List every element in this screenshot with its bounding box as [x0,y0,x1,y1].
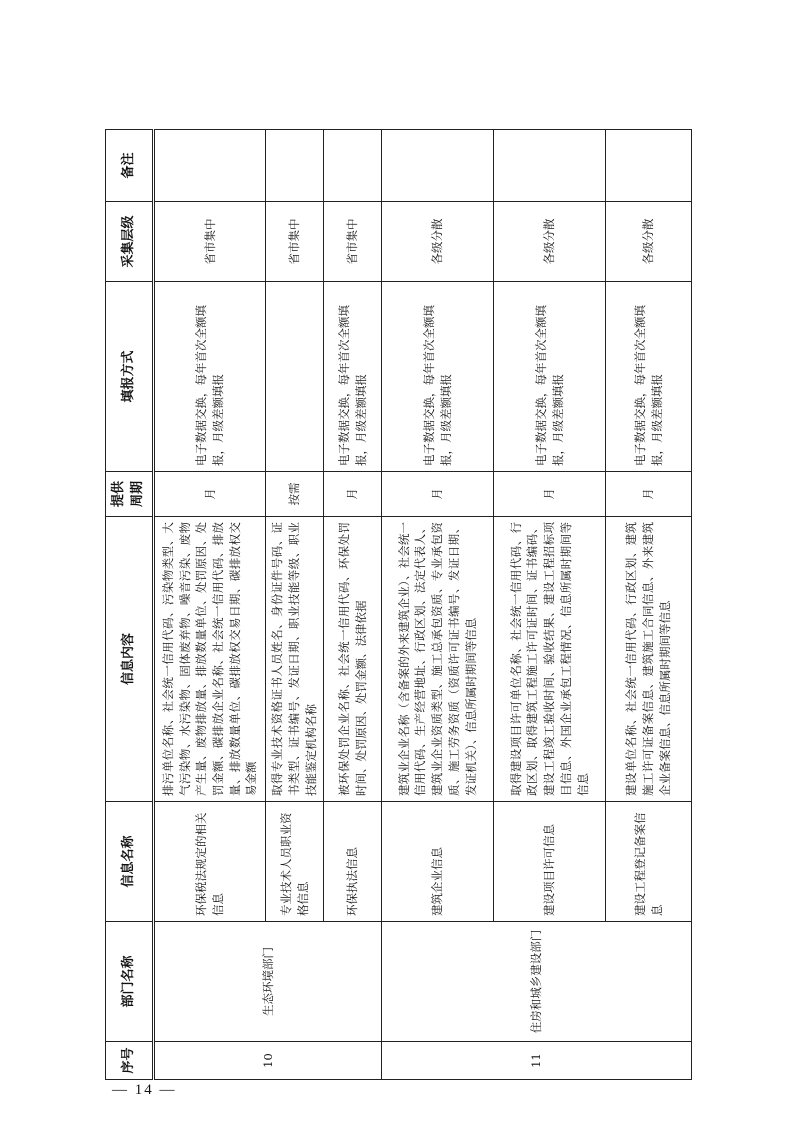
method-cell: 电子数据交换，每年首次全额填报，月级差额填报 [154,282,266,472]
remark-cell [324,130,382,202]
header-info-name: 信息名称 [106,802,154,922]
cycle-cell: 月 [154,472,266,517]
method-cell: 电子数据交换，每年首次全额填报，月级差额填报 [494,282,606,472]
info-name-cell: 环保税法规定的相关信息 [154,802,266,922]
cycle-cell: 月 [494,472,606,517]
remark-cell [154,130,266,202]
info-content-cell: 取得建设项目许可单位名称、社会统一信用代码、行政区划、取得建筑工程施工许可证时间、证书编码、建设工程竣工验收时间、验收结果、建设工程招标项目信息、外国企业承包工程情况、信息所属时期间等信息 [494,517,606,802]
method-cell [266,282,324,472]
info-content-cell: 取得专业技术资格证书人员姓名、身份证件号码、证书类型、证书编号、发证日期、职业技能等级、职业技能鉴定机构名称 [266,517,324,802]
info-name-cell: 建筑企业信息 [382,802,494,922]
rotated-table-frame [105,130,685,1080]
rotated-table-container [105,130,685,1080]
info-content-cell: 被环保处罚企业名称、社会统一信用代码、环保处罚时间、处罚原因、处罚金额、法律依据 [324,517,382,802]
table-header-row [106,130,154,1080]
info-name-cell: 建设项目许可信息 [494,802,606,922]
method-cell: 电子数据交换，每年首次全额填报，月级差额填报 [382,282,494,472]
cycle-cell: 月 [324,472,382,517]
header-info-content: 信息内容 [106,517,154,802]
level-cell: 省市集中 [266,202,324,282]
info-content-cell: 建筑业企业名称（含备案的外来建筑企业）、社会统一信用代码、生产经营地址、行政区划、法定代表人、建筑业企业资质类型、施工总承包资质、专业承包资质、施工劳务资质（资质许可证书编号、发证日期、发证机关）、信息所属时期间等信息 [382,517,494,802]
info-name-cell: 建设工程登记备案信息 [606,802,692,922]
group-department: 生态环境部门 [154,922,382,1042]
header-level: 采集层级 [106,202,154,282]
info-content-cell: 排污单位名称、社会统一信用代码、污染物类型、大气污染物、水污染物、固体废弃物、噪音污染、废物产生量、废物排放量、排放数量单位、处罚原因、处罚金额、碳排放企业名称、社会统一信用代码、排放量、排放数量单位、碳排放权交易日期、碳排放权交易金额 [154,517,266,802]
level-cell: 省市集中 [154,202,266,282]
info-name-cell: 专业技术人员职业资格信息 [266,802,324,922]
method-cell: 电子数据交换，每年首次全额填报，月级差额填报 [606,282,692,472]
level-cell: 省市集中 [324,202,382,282]
remark-cell [266,130,324,202]
remark-cell [494,130,606,202]
header-department: 部门名称 [106,922,154,1042]
table-row [154,130,266,1080]
table-row [382,130,494,1080]
cycle-cell: 月 [382,472,494,517]
level-cell: 各级分散 [494,202,606,282]
header-cycle: 提供周期 [106,472,154,517]
remark-cell [382,130,494,202]
page-number: — 14 — [112,1082,177,1098]
group-index: 10 [154,1042,382,1080]
group-index: 11 [382,1042,692,1080]
cycle-cell: 月 [606,472,692,517]
group-department: 住房和城乡建设部门 [382,922,692,1042]
level-cell: 各级分散 [606,202,692,282]
cycle-cell: 按需 [266,472,324,517]
remark-cell [606,130,692,202]
header-index: 序号 [106,1042,154,1080]
header-method: 填报方式 [106,282,154,472]
header-remark: 备注 [106,130,154,202]
level-cell: 各级分散 [382,202,494,282]
info-name-cell: 环保执法信息 [324,802,382,922]
method-cell: 电子数据交换，每年首次全额填报，月级差额填报 [324,282,382,472]
info-table [105,129,692,1080]
info-content-cell: 建设单位名称、社会统一信用代码、行政区划、建筑施工许可证备案信息、建筑施工合同信息、外来建筑企业备案信息、信息所属时期间等信息 [606,517,692,802]
